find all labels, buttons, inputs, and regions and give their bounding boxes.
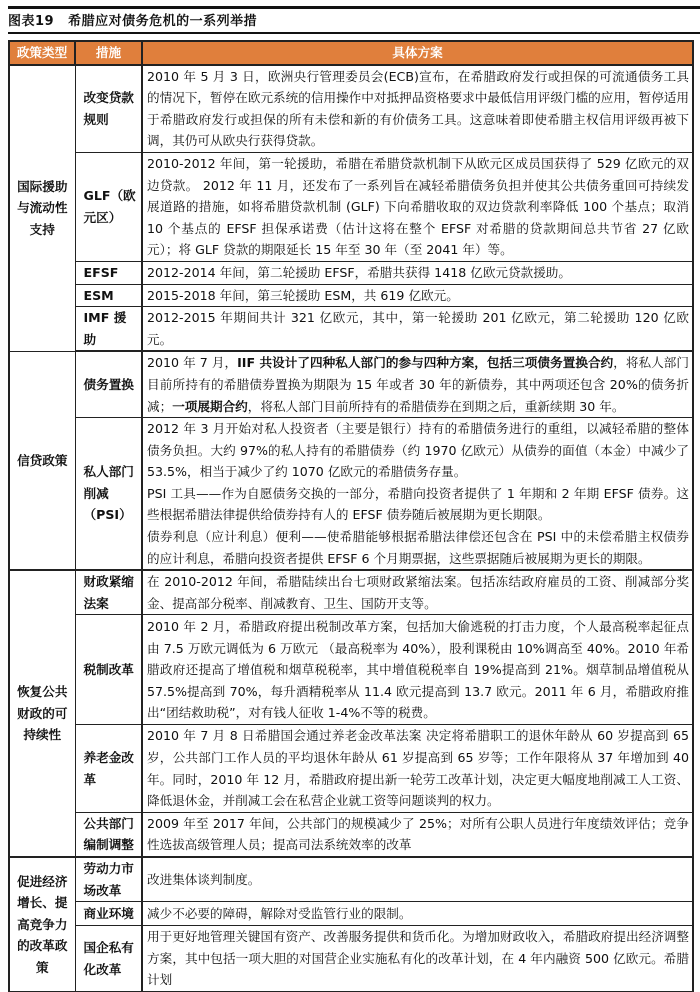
figure-title: [8, 10, 257, 29]
details-cell: 减少不必要的障碍，解除对受监管行业的限制。: [142, 902, 693, 926]
measure-cell: 债务置换: [75, 351, 142, 417]
details-cell: 2012-2015 年期间共计 321 亿欧元，其中，第一轮援助 201 亿欧元，第二轮援助 120 亿欧元。: [142, 307, 693, 352]
details-cell: 用于更好地管理关键国有资产、改善服务提供和货币化。为增加财政收入，希腊政府提出经济调整方案，其中包括一项大胆的对国营企业实施私有化的改革计划，在 4 年内融资 500 亿欧元。希腊计划: [142, 926, 693, 992]
bold-segment: IIF 共设计了四种私人部门的参与四种方案，包括三项债务置换合约: [237, 355, 614, 371]
policy-type-cell: 恢复公共财政的可持续性: [9, 570, 75, 857]
table-row: [9, 926, 693, 992]
measure-cell: 私人部门削减（PSI）: [75, 418, 142, 571]
header-policy-type: 政策类型: [9, 41, 75, 65]
paragraph: 2012 年 3 月开始对私人投资者（主要是银行）持有的希腊债务进行的重组，以减轻希腊的整体债务负担。大约 97%的私人持有的希腊债券（约 1970 亿欧元）从债券的面值（本金）中减少了 53.5%，相当于减少了约 1070 亿欧元的希腊债务存量。: [147, 421, 689, 480]
measure-cell: 改变贷款规则: [75, 65, 142, 153]
measure-cell: 养老金改革: [75, 725, 142, 812]
figure-number: 图表19: [8, 14, 55, 29]
title-rule: [8, 32, 700, 34]
top-rule: [8, 6, 700, 9]
table-row: [9, 725, 693, 812]
policy-type-cell: 国际援助与流动性支持: [9, 65, 75, 352]
paragraph: 债券利息（应计利息）便利——使希腊能够根据希腊法律偿还包含在 PSI 中的未偿希腊主权债券的应计利息，希腊向投资者提供 EFSF 6 个月期票据，这些票据随后被展期为更长的期限。: [147, 529, 689, 566]
table-row: [9, 261, 693, 284]
measure-cell: 公共部门编制调整: [75, 812, 142, 857]
text-segment: ，将私人部门目前所持有的希腊债券置换为期限为 15 年或者 30 年的新债券，其中两项还包含 20%的债务折减；: [147, 355, 689, 414]
measure-cell: ESM: [75, 284, 142, 307]
details-cell: 2010 年 5 月 3 日，欧洲央行管理委员会(ECB)宣布，在希腊政府发行或担保的可流通债务工具的情况下，暂停在欧元系统的信用操作中对抵押品资格要求中最低信用评级门槛的应用，暂停适用于希腊政府发行或担保的所有未偿和新的有价债务工具。这意味着即使希腊主权信用评级再被下调，其仍可从欧央行获得贷款。: [142, 65, 693, 153]
table-row: [9, 307, 693, 352]
header-measure: 措施: [75, 41, 142, 65]
policy-type-cell: 促进经济增长、提高竞争力的改革政策: [9, 857, 75, 991]
details-cell: [142, 418, 693, 571]
details-cell: 2012-2014 年间，第二轮援助 EFSF，希腊共获得 1418 亿欧元贷款援助。: [142, 261, 693, 284]
details-cell: 2010 年 7 月 8 日希腊国会通过养老金改革法案 决定将希腊职工的退休年龄从 60 岁提高到 65 岁，公共部门工作人员的平均退休年龄从 61 岁提高到 65 岁等；工作年限将从 37 年增加到 40 年。同时，2010 年 12 月，希腊政府提出新一轮劳工改革计划，决定更大幅度地削减工人工资、降低退休金，并削减工会在私营企业就工资等问题谈判的权力。: [142, 725, 693, 812]
text-segment: 2010 年 7 月，: [147, 355, 238, 371]
measure-cell: EFSF: [75, 261, 142, 284]
table-row: [9, 812, 693, 857]
table-row: [9, 65, 693, 153]
table-row: [9, 152, 693, 261]
details-cell: 2015-2018 年间，第三轮援助 ESM，共 619 亿欧元。: [142, 284, 693, 307]
header-row: [9, 41, 693, 65]
details-cell: 2010-2012 年间，第一轮援助，希腊在希腊贷款机制下从欧元区成员国获得了 529 亿欧元的双边贷款。 2012 年 11 月，还发布了一系列旨在减轻希腊债务负担并使其公共债务重回可持续发展道路的措施，如将希腊贷款机制 (GLF) 下向希腊收取的双边贷款利率降低 100 个基点；取消 10 个基点的 EFSF 担保承诺费（估计这将在整个 EFSF 对希腊的贷款期间总共节省 27 亿欧元）；将 GLF 贷款的期限延长 15 年至 30 年（至 2041 年）等。: [142, 152, 693, 261]
figure-title-text: 希腊应对债务危机的一系列举措: [68, 14, 258, 29]
details-cell: 在 2010-2012 年间，希腊陆续出台七项财政紧缩法案。包括冻结政府雇员的工资、削减部分奖金、提高部分税率、削减教育、卫生、国防开支等。: [142, 570, 693, 615]
table-row: [9, 418, 693, 571]
measure-cell: 国企私有化改革: [75, 926, 142, 992]
table-row: [9, 570, 693, 615]
table-row: [9, 857, 693, 902]
measure-cell: 商业环境: [75, 902, 142, 926]
measures-table: [8, 40, 694, 992]
measure-cell: GLF（欧元区）: [75, 152, 142, 261]
policy-type-cell: 信贷政策: [9, 351, 75, 570]
bold-segment: 一项展期合约: [172, 398, 248, 414]
text-segment: ，将私人部门目前所持有的希腊债券在到期之后，重新续期 30 年。: [247, 398, 625, 414]
table-row: [9, 284, 693, 307]
details-cell: [142, 351, 693, 417]
measure-cell: 税制改革: [75, 615, 142, 725]
table-row: [9, 615, 693, 725]
details-cell: 2009 年至 2017 年间，公共部门的规模减少了 25%；对所有公职人员进行年度绩效评估；竞争性选拔高级管理人员；提高司法系统效率的改革: [142, 812, 693, 857]
table-row: [9, 351, 693, 417]
header-details: 具体方案: [142, 41, 693, 65]
paragraph: PSI 工具——作为自愿债务交换的一部分，希腊向投资者提供了 1 年期和 2 年期 EFSF 债券。这些根据希腊法律提供给债券持有人的 EFSF 债券随后被展期为更长期限。: [147, 485, 689, 523]
measure-cell: IMF 援助: [75, 307, 142, 352]
details-cell: 2010 年 2 月，希腊政府提出税制改革方案，包括加大偷逃税的打击力度，个人最高税率起征点由 7.5 万欧元调低为 6 万欧元 （最高税率为 40%），股利课税由 10%调高至 40%。2010 年希腊政府还提高了增值税和烟草税税率，其中增值税税率自 19%提高到 21%。烟草制品增值税从 57.5%提高到 70%，每升酒精税率从 11.4 欧元提高到 13.7 欧元。2011 年 6 月，希腊政府推出“团结救助税”，对有钱人征收 1-4%不等的税费。: [142, 615, 693, 725]
measure-cell: 财政紧缩法案: [75, 570, 142, 615]
table-row: [9, 902, 693, 926]
details-cell: 改进集体谈判制度。: [142, 857, 693, 902]
measure-cell: 劳动力市场改革: [75, 857, 142, 902]
